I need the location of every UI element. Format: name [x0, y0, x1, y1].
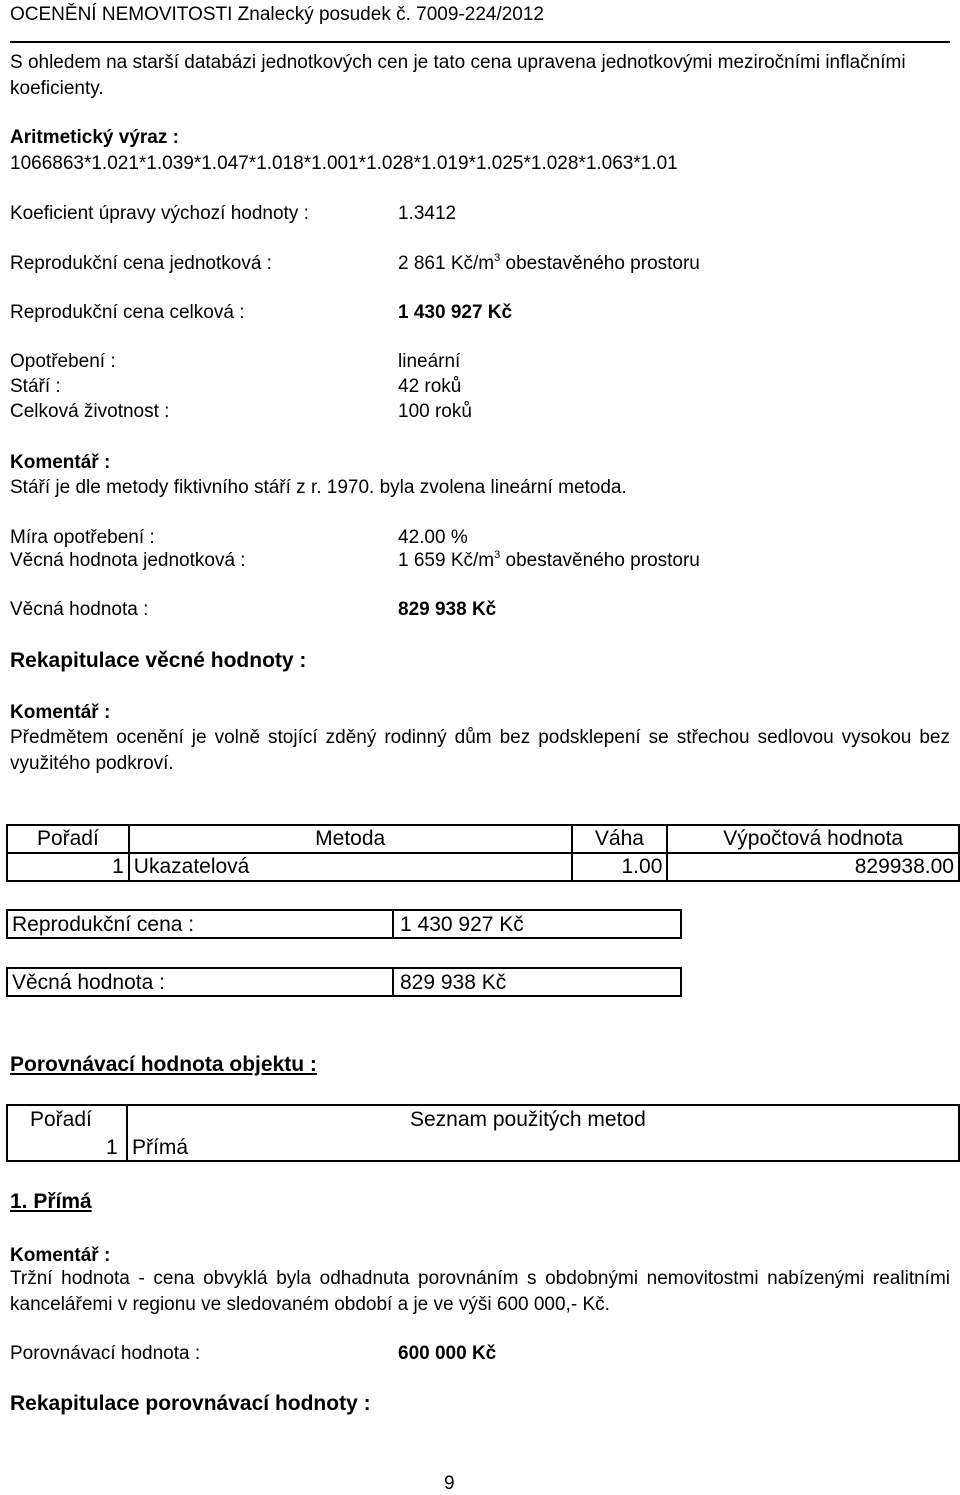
list-row-order: 1 [106, 1136, 118, 1159]
list-row-method: Přímá [132, 1136, 189, 1159]
table-row [7, 853, 959, 881]
wear-rate-label: Míra opotřebení : [10, 527, 155, 548]
repro-unit-label: Reprodukční cena jednotková : [10, 253, 272, 274]
table-cell: 1.00 [572, 853, 668, 881]
list-left-border [6, 1104, 8, 1162]
table-cell: 829938.00 [667, 853, 959, 881]
wear-value: lineární [398, 351, 461, 372]
comment1-text: Stáří je dle metody fiktivního stáří z r. 1970. byla zvolena lineární metoda. [10, 477, 627, 498]
list-column-divider [126, 1104, 128, 1162]
wear-label: Opotřebení : [10, 351, 116, 372]
recap-material-heading: Rekapitulace věcné hodnoty : [10, 649, 307, 672]
repro-total-label: Reprodukční cena celková : [10, 302, 245, 323]
material-unit-value: 1 659 $Kč/m^3$ obestavěného prostoru [398, 549, 700, 571]
repro-summary-value: 1 430 927 Kč [400, 913, 524, 936]
material-summary-value: 829 938 Kč [400, 971, 507, 994]
list-header-order: Pořadí [30, 1108, 92, 1131]
table-cell: Ukazatelová [129, 853, 572, 881]
comparative-heading: Porovnávací hodnota objektu : [10, 1053, 317, 1076]
recap-material-comment: Předmětem ocenění je volně stojící zděný rodinný dům bez podsklepení se střechou sedlovou vysokou bez využitého podkroví. [10, 727, 950, 774]
methods-table [6, 824, 960, 882]
methods-table-header [7, 825, 959, 853]
column-header: Výpočtová hodnota [667, 825, 959, 853]
recap-comparative-heading: Rekapitulace porovnávací hodnoty : [10, 1392, 371, 1415]
life-label: Celková životnost : [10, 401, 170, 422]
column-header: Pořadí [7, 825, 129, 853]
method-heading: 1. Přímá [10, 1190, 92, 1213]
age-label: Stáří : [10, 376, 61, 397]
repro-unit-value: 2 861 $Kč/m^3$ obestavěného prostoru [398, 252, 700, 274]
header-rule [10, 41, 950, 43]
comparative-comment-label: Komentář : [10, 1245, 111, 1266]
comparative-value-label: Porovnávací hodnota : [10, 1343, 201, 1364]
page-number: 9 [444, 1473, 455, 1494]
arithmetic-expression: 1066863*1.021*1.039*1.047*1.018*1.001*1.028*1.019*1.025*1.028*1.063*1.01 [10, 153, 678, 174]
coefficient-value: 1.3412 [398, 203, 457, 224]
column-header: Váha [572, 825, 668, 853]
arithmetic-label: Aritmetický výraz : [10, 127, 179, 148]
comparative-comment: Tržní hodnota - cena obvyklá byla odhadnuta porovnáním s obdobnými nemovitostmi nabízenými realitními kancelářemi v regionu ve sledovaném období a je ve výši 600 000,- Kč. [10, 1268, 950, 1315]
recap-material-comment-label: Komentář : [10, 702, 111, 723]
life-value: 100 roků [398, 401, 472, 422]
column-header: Metoda [129, 825, 572, 853]
box-divider [392, 969, 394, 995]
material-unit-label: Věcná hodnota jednotková : [10, 550, 246, 571]
age-value: 42 roků [398, 376, 462, 397]
repro-summary-box [6, 909, 682, 939]
material-summary-label: Věcná hodnota : [12, 971, 165, 994]
repro-total-value: 1 430 927 Kč [398, 302, 513, 323]
material-value: 829 938 Kč [398, 599, 497, 620]
intro-paragraph: S ohledem na starší databázi jednotkových cen je tato cena upravena jednotkovými meziročními inflačními koeficienty. [10, 52, 906, 99]
comparative-value: 600 000 Kč [398, 1343, 497, 1364]
material-value-label: Věcná hodnota : [10, 599, 149, 620]
table-cell: 1 [7, 853, 129, 881]
box-divider [392, 911, 394, 937]
list-header-methods: Seznam použitých metod [410, 1108, 646, 1131]
comment1-label: Komentář : [10, 452, 111, 473]
material-summary-box [6, 967, 682, 997]
coefficient-label: Koeficient úpravy výchozí hodnoty : [10, 203, 309, 224]
repro-summary-label: Reprodukční cena : [12, 913, 195, 936]
wear-rate-value: 42.00 % [398, 527, 468, 548]
document-header: OCENĚNÍ NEMOVITOSTI Znalecký posudek č. 7009-224/2012 [10, 4, 544, 25]
